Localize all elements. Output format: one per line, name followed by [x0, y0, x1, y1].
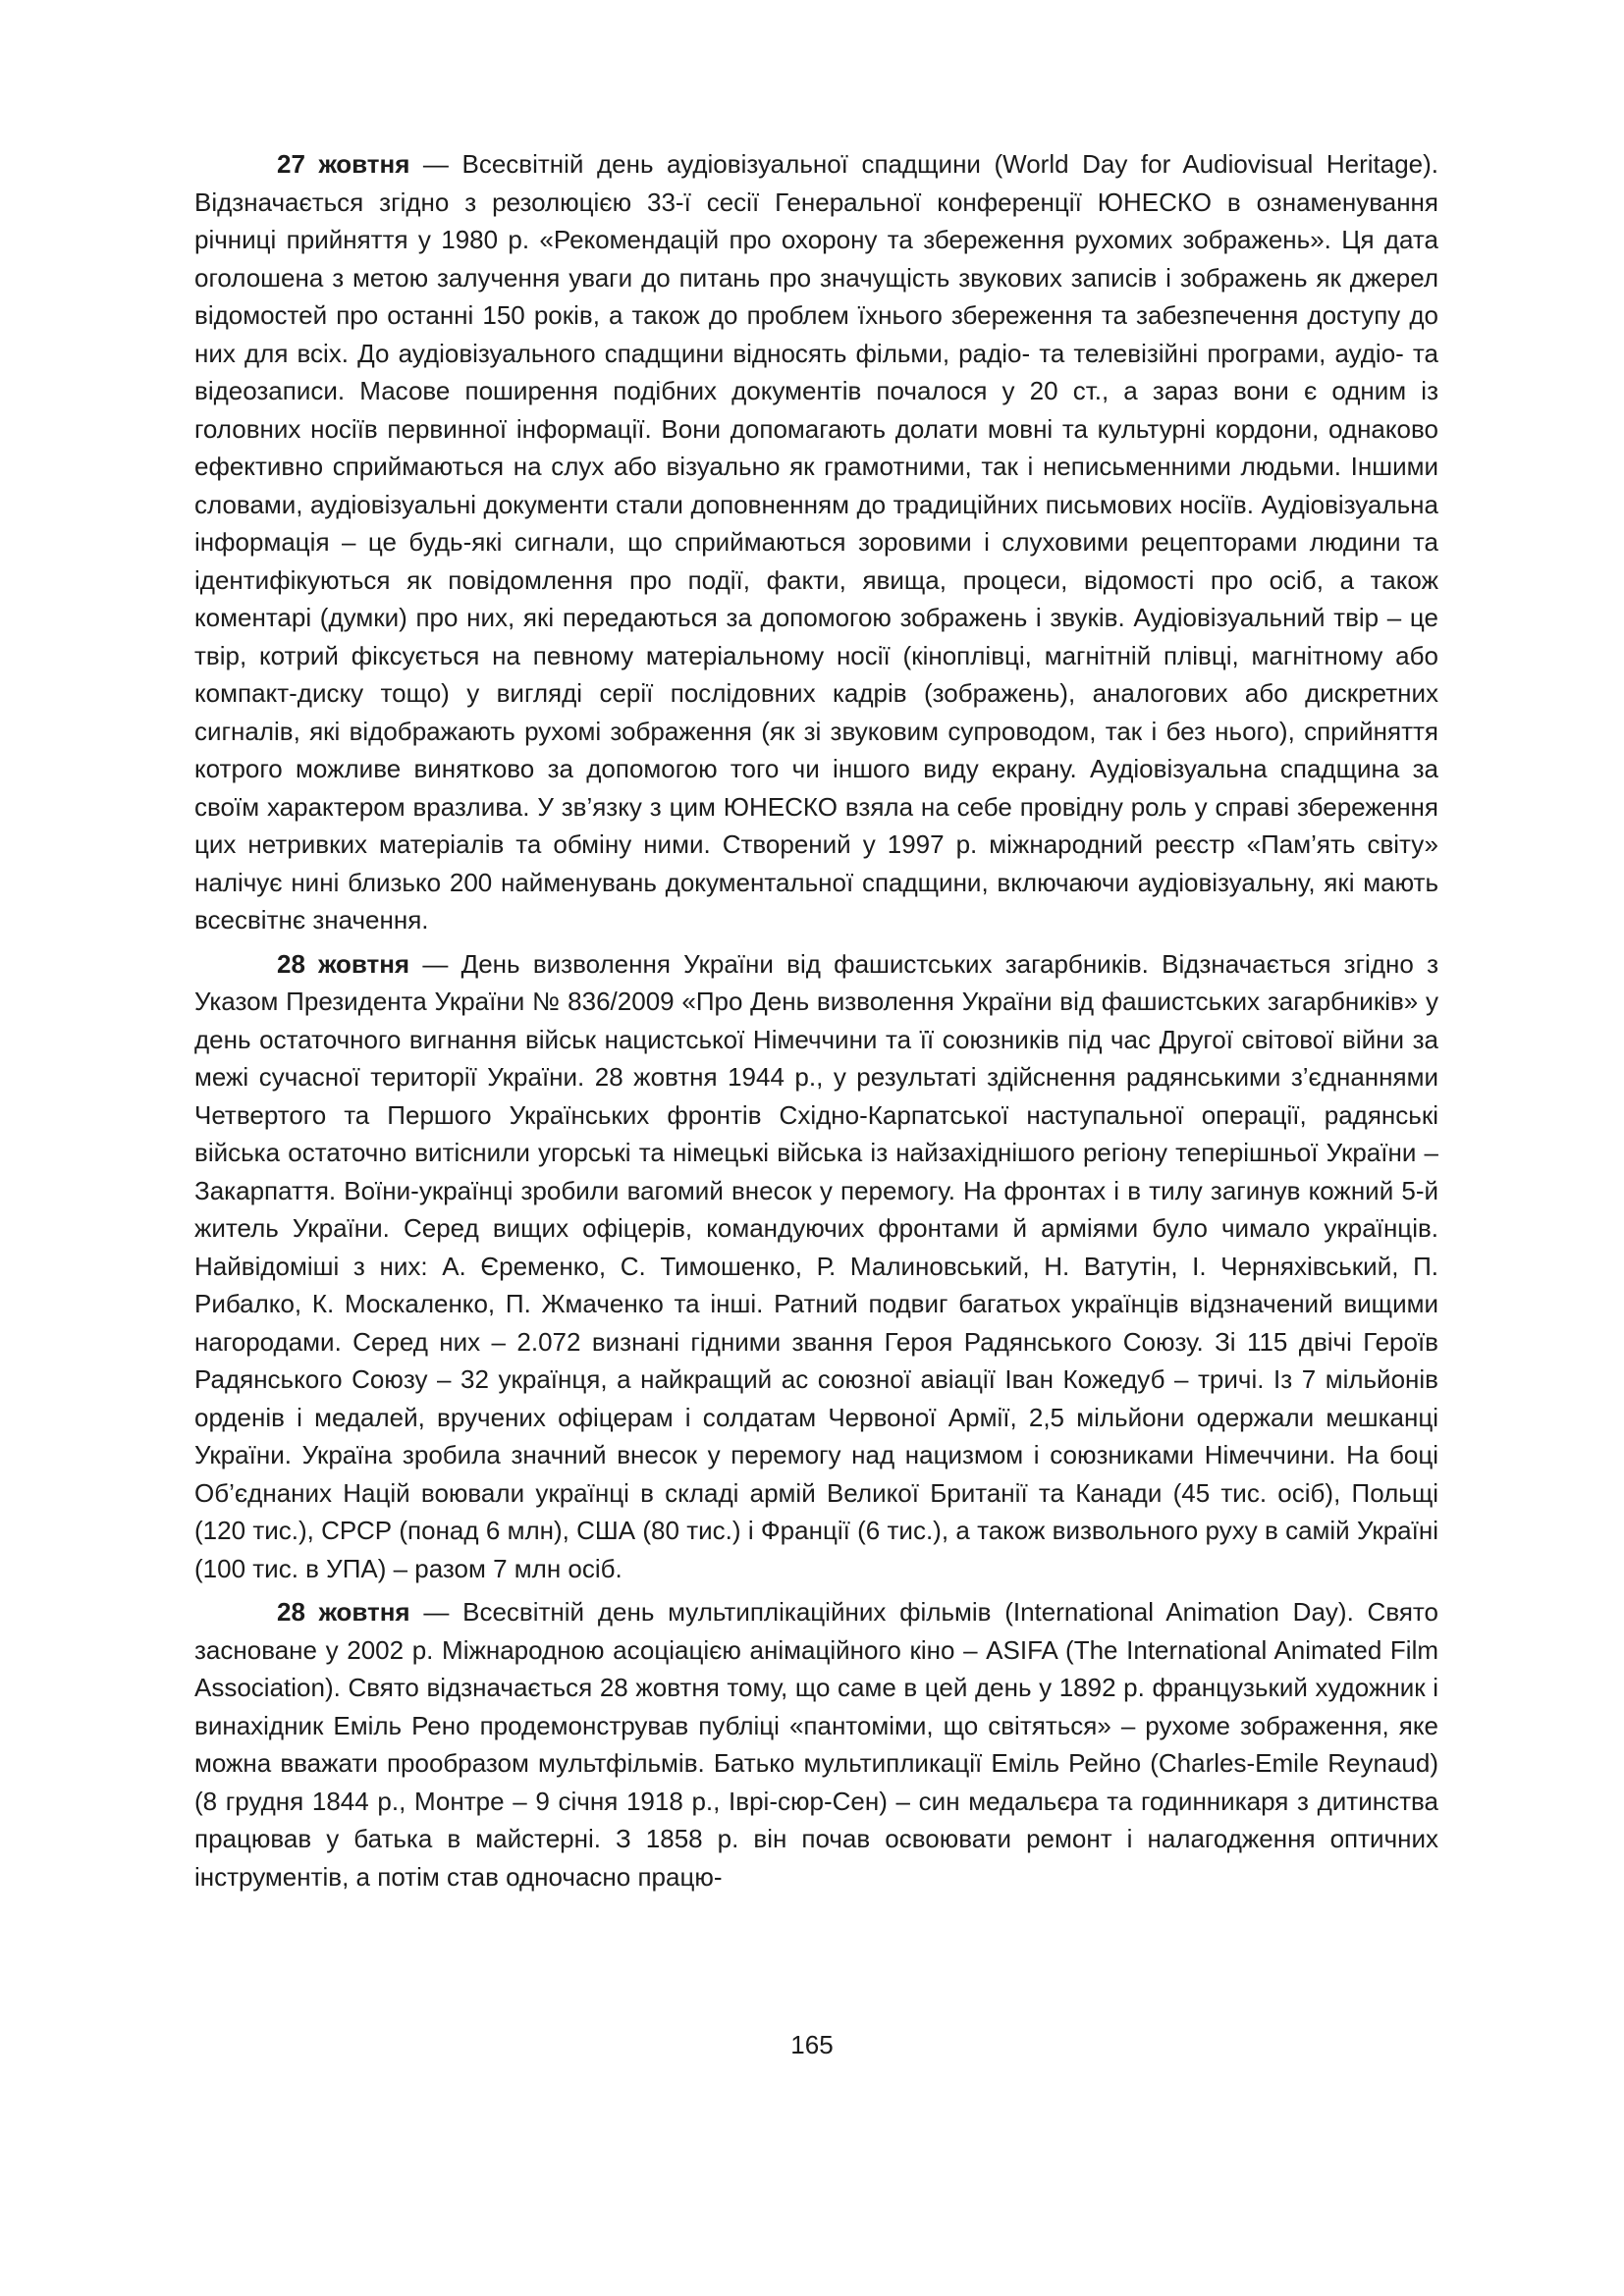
paragraph-27-october-audiovisual-heritage [194, 145, 1438, 939]
document-page [194, 145, 1438, 1901]
paragraph-text: — День визволення України від фашистських загарбників. Відзначається згідно з Указом Президента України № 836/2009 «Про День визволення України від фашистських загарбників» у день остаточного вигнання військ нацистської Німеччини та її союзників під час Другої світової війни за межі сучасної території України. 28 жовтня 1944 р., у результаті здійснення радянськими з’єднаннями Четвертого та Першого Українських фронтів Східно-Карпатської наступальної операції, радянські війська остаточно витіснили угорські та німецькі війська із найзахіднішого регіону теперішньої України – Закарпаття. Воїни-українці зробили вагомий внесок у перемогу. На фронтах і в тилу загинув кожний 5-й житель України. Серед вищих офіцерів, командуючих фронтами й арміями було чимало українців. Найвідоміші з них: А. Єременко, С. Тимошенко, Р. Малиновський, Н. Ватутін, І. Черняхівський, П. Рибалко, К. Москаленко, П. Жмаченко та інші. Ратний подвиг багатьох українців відзначений вищими нагородами. Серед них – 2.072 визнані гідними звання Героя Радянського Союзу. Зі 115 двічі Героїв Радянського Союзу – 32 українця, а найкращий ас союзної авіації Іван Кожедуб – тричі. Із 7 мільйонів орденів і медалей, вручених офіцерам і солдатам Червоної Армії, 2,5 мільйони одержали мешканці України. Україна зробила значний внесок у перемогу над нацизмом і союзниками Німеччини. На боці Об’єднаних Націй воювали українці в складі армій Великої Британії та Канади (45 тис. осіб), Польщі (120 тис.), СРСР (понад 6 млн), США (80 тис.) і Франції (6 тис.), а також визвольного руху в самій Україні (100 тис. в УПА) – разом 7 млн осіб. [194, 948, 1438, 1583]
paragraph-28-october-animation-day [194, 1593, 1438, 1896]
paragraph-28-october-liberation-day [194, 945, 1438, 1588]
paragraph-text: — Всесвітній день аудіовізуальної спадщини (World Day for Audiovisual Heritage). Відзначається згідно з резолюцією 33-ї сесії Генеральної конференції ЮНЕСКО в ознаменування річниці прийняття у 1980 р. «Рекомендацій про охорону та збереження рухомих зображень». Ця дата оголошена з метою залучення уваги до питань про значущість звукових записів і зображень як джерел відомостей про останні 150 років, а також до проблем їхнього збереження та забезпечення доступу до них для всіх. До аудіовізуального спадщини відносять фільми, радіо- та телевізійні програми, аудіо- та відеозаписи. Масове поширення подібних документів почалося у 20 ст., а зараз вони є одним із головних носіїв первинної інформації. Вони допомагають долати мовні та культурні кордони, однаково ефективно сприймаються на слух або візуально як грамотними, так і неписьменними людьми. Іншими словами, аудіовізуальні документи стали доповненням до традиційних письмових носіїв. Аудіовізуальна інформація – це будь-які сигнали, що сприймаються зоровими і слуховими рецепторами людини та ідентифікуються як повідомлення про події, факти, явища, процеси, відомості про осіб, а також коментарі (думки) про них, які передаються за допомогою зображень і звуків. Аудіовізуальний твір – це твір, котрий фіксується на певному матеріальному носії (кіноплівці, магнітній плівці, магнітному або компакт-диску тощо) у вигляді серії послідовних кадрів (зображень), аналогових або дискретних сигналів, які відображають рухомі зображення (як зі звуковим супроводом, так і без нього), сприйняття котрого можливе винятково за допомогою того чи іншого виду екрану. Аудіовізуальна спадщина за своїм характером вразлива. У зв’язку з цим ЮНЕСКО взяла на себе провідну роль у справі збереження цих нетривких матеріалів та обміну ними. Створений у 1997 р. міжнародний реєстр «Пам’ять світу» налічує нині близько 200 найменувань документальної спадщини, включаючи аудіовізуальну, які мають всесвітнє значення. [194, 149, 1439, 934]
page-number: 165 [790, 2030, 834, 2059]
paragraph-date: 28 жовтня [277, 948, 410, 979]
paragraph-text: — Всесвітній день мультиплікаційних фільмів (International Animation Day). Свято засноване у 2002 р. Міжнародною асоціацією анімаційного кіно – ASIFA (The International Animated Film Association). Свято відзначається 28 жовтня тому, що саме в цей день у 1892 р. французький художник і винахідник Еміль Рено продемонстрував публіці «пантоміми, що світяться» – рухоме зображення, яке можна вважати прообразом мультфільмів. Батько мультипликації Еміль Рейно (Charles-Emile Reynaud) (8 грудня 1844 р., Монтре – 9 січня 1918 р., Іврі-сюр-Сен) – син медальєра та годинникаря з дитинства працював у батька в майстерні. З 1858 р. він почав освоювати ремонт і налагодження оптичних інструментів, а потім став одночасно працю- [194, 1597, 1439, 1892]
paragraph-date: 28 жовтня [277, 1597, 410, 1627]
paragraph-date: 27 жовтня [277, 149, 410, 179]
